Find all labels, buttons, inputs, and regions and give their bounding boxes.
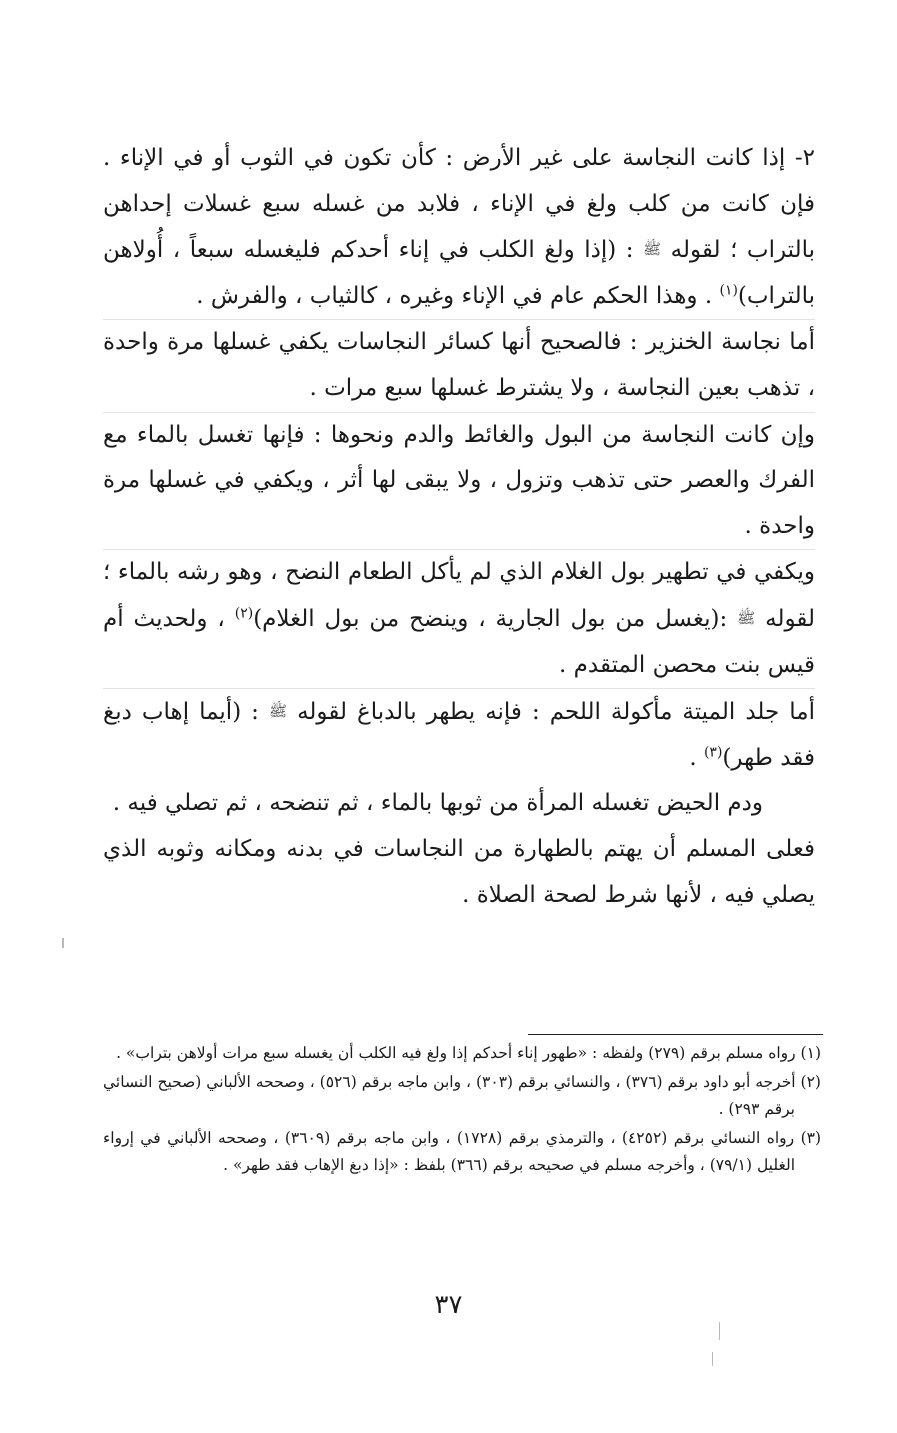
paragraph-5 [103,688,815,781]
paragraph-1 [103,136,815,319]
paragraph-6 [103,781,815,827]
paragraph-1-quote: : (إذا ولغ الكلب في إناء أحدكم فليغسله سبعاً ، أُولاهن بالتراب) [103,237,815,309]
footnote-2: (٢) أخرجه أبو داود برقم (٣٧٦) ، والنسائي برقم (٣٠٣) ، وابن ماجه برقم (٥٢٦) ، وصححه الألباني (صحيح النسائي برقم ٢٩٣) . [103,1073,821,1118]
footnote-1: (١) رواه مسلم برقم (٢٧٩) ولفظه : «طهور إناء أحدكم إذا ولغ فيه الكلب أن يغسله سبع مرات أولاهن بتراب» . [116,1044,821,1062]
footnote-separator-rule [528,1034,823,1035]
paragraph-4-quote: :(يغسل من بول الجارية ، وينضح من بول الغلام) [253,605,738,632]
scan-speck [719,1322,720,1340]
paragraph-4-text: ويكفي في تطهير بول الغلام الذي لم يأكل الطعام النضح ، وهو رشه بالماء ؛ لقوله [103,559,815,632]
paragraph-5-tail: . [689,744,704,771]
salutation-ligature: ﷺ [737,608,756,627]
footnote-3: (٣) رواه النسائي برقم (٤٢٥٢) ، والترمذي برقم (١٧٢٨) ، وابن ماجه برقم (٣٦٠٩) ، وصححه الألباني في إرواء الغليل (٧٩/١) ، وأخرجه مسلم في صحيحه برقم (٣٦٦) بلفظ : «إذا دبغ الإهاب فقد طهر» . [103,1129,822,1174]
paragraph-3 [103,412,815,550]
paragraph-1-text: ٢- إذا كانت النجاسة على غير الأرض : كأن تكون في الثوب أو في الإناء . فإن كانت من كلب ولغ في الإناء ، فلابد من غسله سبع غسلات إحداهن بالتراب ؛ لقوله [103,145,816,264]
paragraph-7 [103,827,815,918]
footnote-ref-1: (١) [719,282,738,299]
footnote-ref-3: (٣) [703,744,723,761]
paragraph-1-tail: . وهذا الحكم عام في الإناء وغيره ، كالثياب ، والفرش . [196,282,720,309]
paragraph-5-quote: : (أيما إهاب دبغ فقد طهر) [103,699,815,771]
paragraph-4-tail: ، ولحديث أم قيس بنت محصن المتقدم . [103,605,815,678]
paragraph-2-text: أما نجاسة الخنزير : فالصحيح أنها كسائر النجاسات يكفي غسلها مرة واحدة ، تذهب بعين النجاسة ، ولا يشترط غسلها سبع مرات . [103,329,815,401]
paragraph-6-text: ودم الحيض تغسله المرأة من ثوبها بالماء ، ثم تنضحه ، ثم تصلي فيه . [112,790,763,817]
footnotes [103,1040,821,1181]
paragraph-4 [103,549,815,688]
page-number: ٣٧ [434,1290,463,1320]
footnote-ref-2: (٢) [234,605,254,622]
main-text [103,136,815,918]
paragraph-7-text: فعلى المسلم أن يهتم بالطهارة من النجاسات في بدنه ومكانه وثوبه الذي يصلي فيه ، لأنها شرط لصحة الصلاة . [103,835,815,908]
salutation-ligature: ﷺ [643,240,662,259]
scan-speck [712,1352,713,1366]
scan-speck [62,938,64,948]
paragraph-5-text: أما جلد الميتة مأكولة اللحم : فإنه يطهر بالدباغ لقوله [287,699,815,726]
paragraph-3-text: وإن كانت النجاسة من البول والغائط والدم ونحوها : فإنها تغسل بالماء مع الفرك والعصر حتى تذهب وتزول ، ولا يبقى لها أثر ، ويكفي في غسلها مرة واحدة . [103,421,815,539]
paragraph-2 [103,319,815,411]
salutation-ligature: ﷺ [268,702,288,721]
